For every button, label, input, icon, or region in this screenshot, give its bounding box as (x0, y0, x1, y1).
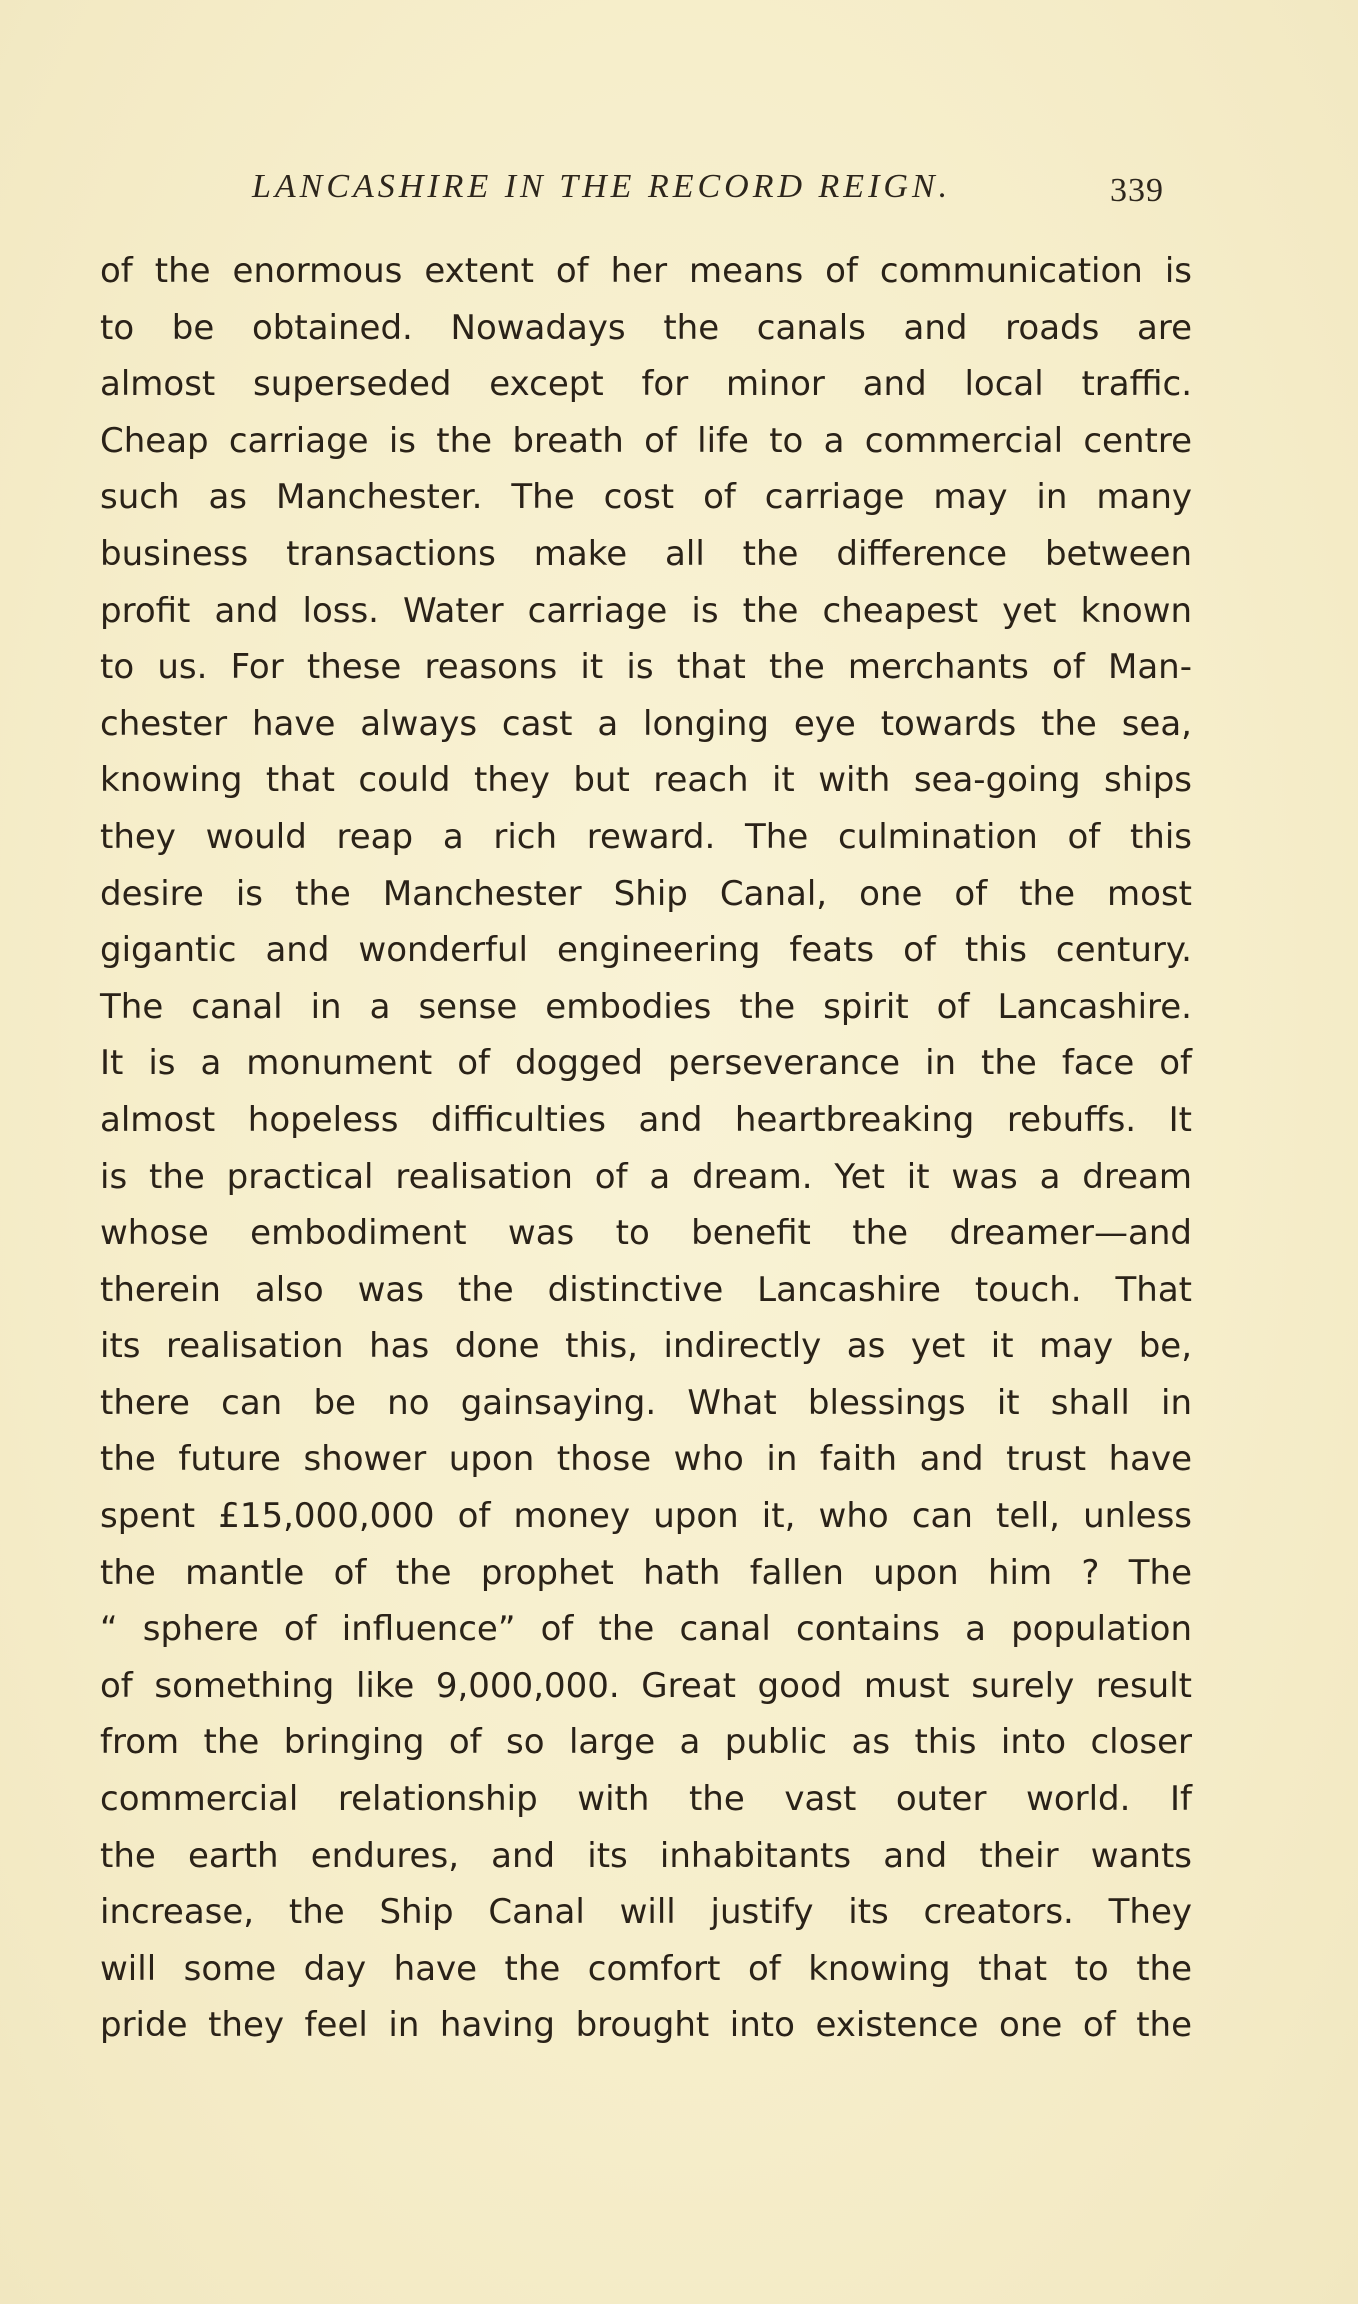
running-head (100, 168, 1200, 208)
text-line: chester have always cast a longing eye towards the sea, (100, 703, 1192, 744)
text-line: its realisation has done this, indirectly as yet it may be, (100, 1326, 1192, 1367)
text-line: It is a monument of dogged perseverance in the face of (100, 1043, 1192, 1084)
text-line: they would reap a rich reward. The culmination of this (100, 816, 1192, 857)
text-line: from the bringing of so large a public as this into closer (100, 1722, 1192, 1763)
text-line: Cheap carriage is the breath of life to a commercial centre (100, 420, 1192, 461)
text-line: profit and loss. Water carriage is the cheapest yet known (100, 590, 1192, 631)
text-line: the earth endures, and its inhabitants and their wants (100, 1835, 1192, 1876)
text-line: The canal in a sense embodies the spirit of Lancashire. (100, 986, 1192, 1027)
text-line: will some day have the comfort of knowing that to the (100, 1948, 1192, 1989)
text-line: of something like 9,000,000. Great good must surely result (100, 1665, 1192, 1706)
page-number: 339 (1110, 172, 1164, 209)
running-title: LANCASHIRE IN THE RECORD REIGN. (252, 168, 952, 205)
text-line: pride they feel in having brought into existence one of the (100, 2005, 1192, 2046)
text-line: commercial relationship with the vast outer world. If (100, 1779, 1192, 1820)
text-line: increase, the Ship Canal will justify its creators. They (100, 1892, 1192, 1933)
text-line: desire is the Manchester Ship Canal, one of the most (100, 873, 1192, 914)
body-text (100, 243, 1192, 2054)
text-line: such as Manchester. The cost of carriage may in many (100, 477, 1192, 518)
text-line: knowing that could they but reach it with sea-going ships (100, 760, 1192, 801)
text-line: “ sphere of influence” of the canal contains a population (100, 1609, 1192, 1650)
text-line: spent £15,000,000 of money upon it, who can tell, unless (100, 1496, 1192, 1537)
text-line: to us. For these reasons it is that the merchants of Man- (100, 647, 1192, 688)
text-line: of the enormous extent of her means of communication is (100, 251, 1192, 291)
text-line: whose embodiment was to benefit the dreamer—and (100, 1213, 1192, 1254)
text-line: business transactions make all the difference between (100, 533, 1192, 574)
text-line: almost superseded except for minor and local traffic. (100, 364, 1192, 405)
text-line: gigantic and wonderful engineering feats of this century. (100, 930, 1192, 971)
text-line: the future shower upon those who in faith and trust have (100, 1439, 1192, 1480)
text-line: there can be no gainsaying. What blessings it shall in (100, 1382, 1192, 1423)
text-line: therein also was the distinctive Lancashire touch. That (100, 1269, 1192, 1310)
text-line: to be obtained. Nowadays the canals and roads are (100, 307, 1192, 348)
text-line: the mantle of the prophet hath fallen upon him ? The (100, 1552, 1192, 1593)
text-line: is the practical realisation of a dream. Yet it was a dream (100, 1156, 1192, 1197)
text-line: almost hopeless difficulties and heartbreaking rebuffs. It (100, 1099, 1192, 1140)
